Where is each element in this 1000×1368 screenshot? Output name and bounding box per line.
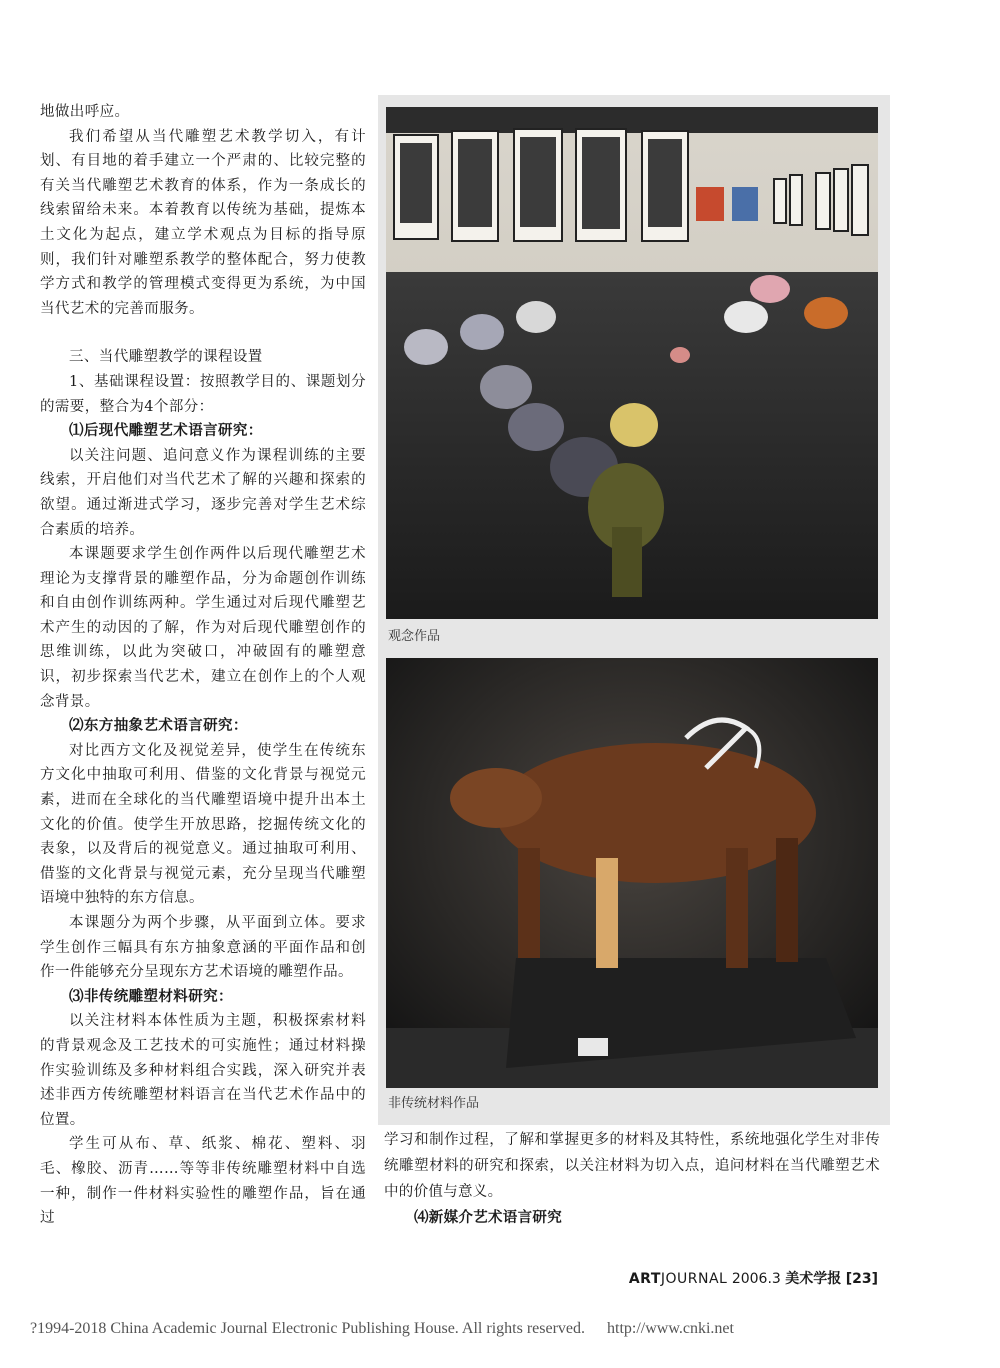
paragraph: 本课题要求学生创作两件以后现代雕塑艺术理论为支撑背景的雕塑作品，分为命题创作训练和自由创作训练两种。学生通过对后现代雕塑艺术产生的动因的了解，作为对后现代雕塑创作的思维训练，以此为突破口，冲破固有的雕塑意识，初步探索当代艺术，建立在创作上的个人观念背景。 bbox=[40, 546, 366, 710]
journal-name-cn: 美术学报 bbox=[785, 1271, 842, 1287]
paragraph: 学生可从布、草、纸浆、棉花、塑料、羽毛、橡胶、沥青……等等非传统雕塑材料中自选一种，制作一件材料实验性的雕塑作品，旨在通过 bbox=[40, 1136, 366, 1227]
right-bottom-text bbox=[384, 1127, 880, 1231]
paragraph: 1、基础课程设置：按照教学目的、课题划分的需要，整合为4个部分： bbox=[40, 373, 366, 415]
paragraph: 本课题分为两个步骤，从平面到立体。要求学生创作三幅具有东方抽象意涵的平面作品和创作一件能够充分呈现东方艺术语境的雕塑作品。 bbox=[40, 915, 366, 981]
figure-panel bbox=[378, 95, 890, 1125]
section-subheading: ⑶非传统雕塑材料研究： bbox=[69, 987, 233, 1005]
issue-number: 2006.3 bbox=[731, 1271, 781, 1287]
photo-caption-material: 非传统材料作品 bbox=[388, 1096, 480, 1111]
subheading-new-media: ⑷新媒介艺术语言研究 bbox=[414, 1209, 562, 1226]
paragraph: 以关注材料本体性质为主题，积极探索材料的背景观念及工艺技术的可实施性；通过材料操作实验训练及多种材料组合实践，深入研究并表述非西方传统雕塑材料语言在当代艺术作品中的位置。 bbox=[40, 1013, 366, 1128]
section-subheading: ⑵东方抽象艺术语言研究： bbox=[69, 717, 248, 735]
section-subheading: ⑴后现代雕塑艺术语言研究： bbox=[69, 422, 263, 440]
concept-works-photo bbox=[386, 107, 878, 619]
copyright-line bbox=[30, 1320, 980, 1338]
page-footer bbox=[629, 1268, 878, 1288]
copyright-url: http://www.cnki.net bbox=[607, 1320, 734, 1337]
paragraph: 以关注问题、追问意义作为课程训练的主要线索，开启他们对当代艺术了解的兴趣和探索的欲望。通过渐进式学习，逐步完善对学生艺术综合素质的培养。 bbox=[40, 447, 366, 538]
page-number: [23] bbox=[845, 1271, 878, 1287]
left-text-column bbox=[40, 100, 366, 1231]
paragraph: 对比西方文化及视觉差异，使学生在传统东方文化中抽取可利用、借鉴的文化背景与视觉元素，进而在全球化的当代雕塑语境中提升出本土文化的价值。使学生开放思路，挖掘传统文化的表象，以及背后的视觉意义。通过抽取可利用、借鉴的文化背景与视觉元素，充分呈现当代雕塑语境中独特的东方信息。 bbox=[40, 742, 366, 907]
journal-brand: ARTJOURNAL bbox=[628, 1271, 728, 1287]
paragraph: 我们希望从当代雕塑艺术教学切入，有计划、有目地的着手建立一个严肃的、比较完整的有关当代雕塑艺术教育的体系，作为一条成长的线索留给未来。本着教育以传统为基础，提炼本土文化为起点，建立学术观点为目标的指导原则，我们针对雕塑系教学的整体配合，努力使教学方式和教学的管理模式变得更为系统，为中国当代艺术的完善而服务。 bbox=[40, 128, 366, 317]
photo-caption-concept: 观念作品 bbox=[388, 629, 441, 644]
paragraph-continued: 学习和制作过程，了解和掌握更多的材料及其特性，系统地强化学生对非传统雕塑材料的研究和探索，以关注材料为切入点，追问材料在当代雕塑艺术中的价值与意义。 bbox=[384, 1132, 880, 1200]
copyright-text: ?1994-2018 China Academic Journal Electronic Publishing House. All rights reserved. bbox=[30, 1320, 585, 1337]
paragraph: 地做出呼应。 bbox=[40, 104, 130, 120]
paragraph-gap bbox=[40, 321, 366, 345]
nontraditional-material-photo bbox=[386, 658, 878, 1148]
paragraph: 三、当代雕塑教学的课程设置 bbox=[69, 349, 263, 366]
